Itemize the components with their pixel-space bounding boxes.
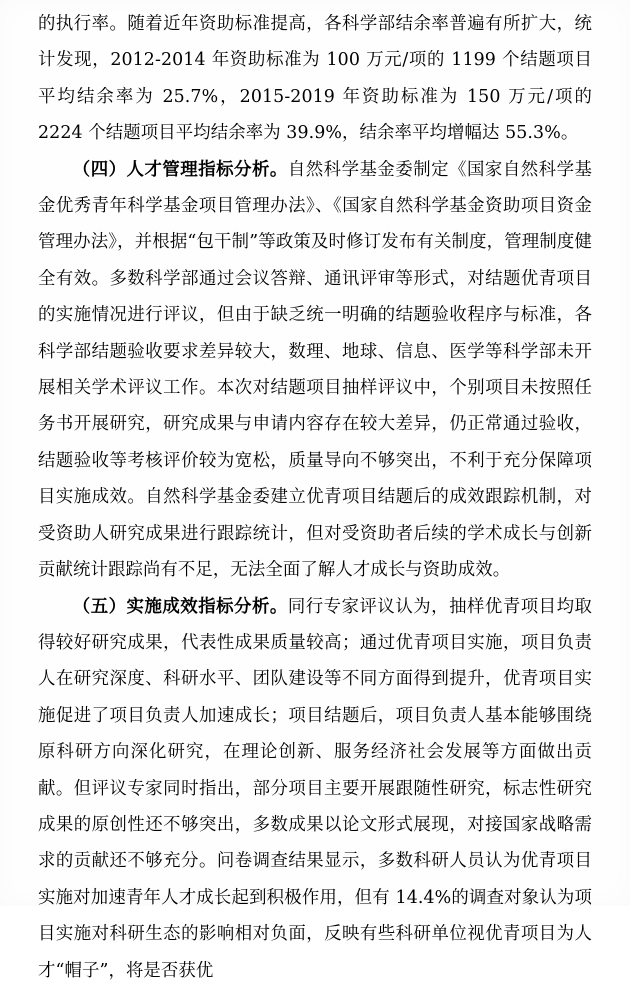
paragraph-heading-label: （五）实施成效指标分析。 [72, 596, 288, 617]
document-body [38, 6, 598, 989]
paragraph-heading-label: （四）人才管理指标分析。 [72, 159, 288, 180]
paragraph-implementation-effect [38, 589, 592, 989]
paragraph-text: 自然科学基金委制定《国家自然科学基金优秀青年科学基金项目管理办法》、《国家自然科学基金资助项目资金管理办法》，并根据“包干制”等政策及时修订发布有关制度，管理制度健全有效。多数科学部通过会议答辩、通讯评审等形式，对结题优青项目的实施情况进行评议，但由于缺乏统一明确的结题验收程序与标准，各科学部结题验收要求差异较大，数理、地球、信息、医学等科学部未开展相关学术评议工作。本次对结题项目抽样评议中，个别项目未按照任务书开展研究，研究成果与申请内容存在较大差异，仍正常通过验收，结题验收等考核评价较为宽松，质量导向不够突出，不利于充分保障项目实施成效。自然科学基金委建立优青项目结题后的成效跟踪机制，对受资助人研究成果进行跟踪统计，但对受资助者后续的学术成长与创新贡献统计跟踪尚有不足，无法全面了解人才成长与资助成效。 [38, 159, 593, 581]
paragraph-talent-management [38, 152, 592, 589]
paragraph-text: 同行专家评议认为，抽样优青项目均取得较好研究成果，代表性成果质量较高；通过优青项目实施，项目负责人在研究深度、科研水平、团队建设等不同方面得到提升，优青项目实施促进了项目负责人加速成长；项目结题后，项目负责人基本能够围绕原科研方向深化研究，在理论创新、服务经济社会发展等方面做出贡献。但评议专家同时指出，部分项目主要开展跟随性研究，标志性研究成果的原创性还不够突出，多数成果以论文形式展现，对接国家战略需求的贡献还不够充分。问卷调查结果显示，多数科研人员认为优青项目实施对加速青年人才成长起到积极作用，但有 14.4%的调查对象认为项目实施对科研生态的影响相对负面，反映有些科研单位视优青项目为人才“帽子”，将是否获优 [38, 596, 593, 981]
paragraph-continued-funding-rate [38, 6, 598, 152]
paragraph-text: 的执行率。随着近年资助标准提高，各科学部结余率普遍有所扩大，统计发现，2012-2014 年资助标准为 100 万元/项的 1199 个结题项目平均结余率为 25.7%，2015-2019 年资助标准为 150 万元/项的 2224 个结题项目平均结余率为 39.9%，结余率平均增幅达 55.3%。 [38, 14, 598, 144]
